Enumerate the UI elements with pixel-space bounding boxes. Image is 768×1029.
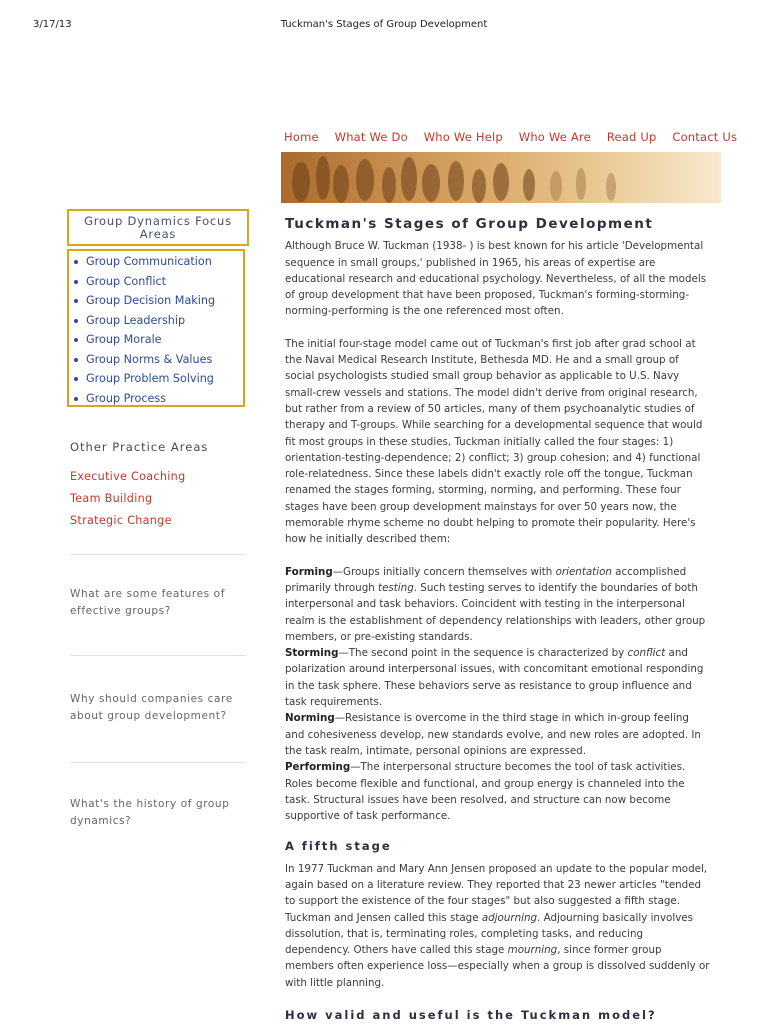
intro-paragraph: Although Bruce W. Tuckman (1938- ) is best known for his article 'Developmental sequence in small groups,' published in 1965, his areas of expertise are educational research and educational psychology. Nevertheless, of all the models of group development that have been proposed, Tuckman's forming-storming-norming-performing is the one referenced most often. — [285, 240, 707, 318]
forming-emphasis: testing — [378, 581, 414, 594]
focus-link-group-conflict[interactable]: Group Conflict — [73, 272, 243, 292]
forming-text: accomplished primarily through — [285, 565, 687, 594]
focus-areas-heading-box — [67, 209, 249, 246]
nav-contact-us[interactable]: Contact Us — [672, 130, 738, 144]
forming-text: . Such testing serves to identify the boundaries of both interpersonal and task behaviors. Coincident with testing in the interpersonal realm is the establishment of dependency relationships with leaders, other group members, or pre-existing standards. — [285, 581, 706, 643]
focus-link-group-process[interactable]: Group Process — [73, 389, 243, 409]
origin-paragraph: The initial four-stage model came out of Tuckman's first job after grad school at the Naval Medical Research Institute, Bethesda MD. He and a small group of social psychologists studied small group behavior as applicable to U.S. Navy small-crew vessels and stations. The model didn't derive from original research, but rather from a review of 50 articles, many of them psychoanalytic studies of therapy and T-groups. While searching for a developmental sequence that would fit most groups in these studies, Tuckman initially called the four stages: 1) orientation-testing-dependence; 2) conflict; 3) group cohesion; and 4) functional role-relatedness. Since these labels didn't exactly role off the tongue, Tuckman renamed the stages forming, storming, norming, and performing. These four stages have been group development mainstays for over 50 years now, the memorable rhyme scheme no doubt helping to promote their popularity. Here's how he initially described them: — [285, 337, 703, 546]
other-practice-areas-heading: Other Practice Areas — [70, 440, 209, 454]
focus-areas-title: Group Dynamics Focus Areas — [84, 214, 232, 241]
nav-home[interactable]: Home — [284, 130, 319, 144]
print-header — [0, 19, 768, 33]
fifth-stage-paragraph — [285, 861, 711, 991]
nav-who-we-are[interactable]: Who We Are — [518, 130, 591, 144]
link-team-building[interactable]: Team Building — [70, 492, 153, 505]
focus-link-group-decision-making[interactable]: Group Decision Making — [73, 291, 243, 311]
storming-text: and polarization around interpersonal issues, with concomitant emotional responding in the task sphere. These behaviors serve as resistance to group influence and task requirements. — [285, 647, 704, 709]
nav-what-we-do[interactable]: What We Do — [334, 130, 408, 144]
fifth-stage-emphasis: adjourning — [481, 911, 538, 924]
forming-paragraph — [285, 564, 711, 645]
norming-label: Norming — [285, 712, 335, 725]
fifth-stage-heading: A fifth stage — [285, 839, 392, 854]
sidebar-divider — [70, 554, 246, 555]
print-date: 3/17/13 — [33, 19, 72, 30]
performing-text: —The interpersonal structure becomes the tool of task activities. Roles become flexible and functional, and group energy is channeled into the task. Structural issues have been resolved, and structure can now become supportive of task performance. — [285, 761, 686, 823]
focus-link-group-leadership[interactable]: Group Leadership — [73, 311, 243, 331]
fifth-stage-text: . Adjourning basically involves dissolution, that is, terminating roles, completing tasks, and reducing dependency. Others have called this stage — [285, 911, 694, 957]
forming-label: Forming — [285, 565, 333, 578]
norming-text: —Resistance is overcome in the third stage in which in-group feeling and cohesiveness develop, new standards evolve, and new roles are adopted. In the task realm, intimate, personal opinions are expressed. — [285, 712, 701, 757]
focus-link-group-communication[interactable]: Group Communication — [73, 252, 243, 272]
fifth-stage-text: , since former group members often experience loss—especially when a group is dissolved suddenly or with little planning. — [285, 944, 710, 989]
forming-emphasis: orientation — [555, 565, 612, 578]
question-history-of-group-dynamics[interactable]: What's the history of group dynamics? — [70, 798, 230, 827]
sidebar-divider — [70, 655, 246, 656]
storming-label: Storming — [285, 647, 339, 660]
nav-read-up[interactable]: Read Up — [606, 130, 657, 144]
header-banner-image — [281, 152, 721, 203]
focus-areas-list — [67, 249, 245, 407]
article-body — [285, 216, 711, 1029]
question-why-companies-care[interactable]: Why should companies care about group development? — [70, 693, 233, 722]
focus-link-group-norms-values[interactable]: Group Norms & Values — [73, 350, 243, 370]
focus-link-group-problem-solving[interactable]: Group Problem Solving — [73, 369, 243, 389]
focus-link-group-morale[interactable]: Group Morale — [73, 330, 243, 350]
question-features-of-effective-groups[interactable]: What are some features of effective groups? — [70, 588, 226, 617]
forming-text: —Groups initially concern themselves with — [332, 565, 556, 578]
fifth-stage-emphasis: mourning — [507, 944, 558, 957]
performing-paragraph — [285, 759, 711, 824]
storming-paragraph — [285, 645, 711, 710]
top-navigation — [284, 130, 749, 144]
link-executive-coaching[interactable]: Executive Coaching — [70, 470, 186, 483]
print-title: Tuckman's Stages of Group Development — [280, 19, 488, 30]
nav-who-we-help[interactable]: Who We Help — [423, 130, 503, 144]
performing-label: Performing — [285, 761, 351, 774]
fifth-stage-text: In 1977 Tuckman and Mary Ann Jensen proposed an update to the popular model, again based on a literature review. They reported that 23 newer articles "tended to support the existence of the four stages" but also suggested a fifth stage. Tuckman and Jensen called this stage — [285, 862, 708, 924]
storming-emphasis: conflict — [627, 647, 666, 660]
norming-paragraph — [285, 710, 711, 759]
validity-heading: How valid and useful is the Tuckman model? — [285, 1008, 657, 1023]
article-title: Tuckman's Stages of Group Development — [285, 216, 654, 232]
storming-text: —The second point in the sequence is characterized by — [338, 647, 628, 660]
sidebar-divider — [70, 762, 246, 763]
link-strategic-change[interactable]: Strategic Change — [70, 514, 172, 527]
